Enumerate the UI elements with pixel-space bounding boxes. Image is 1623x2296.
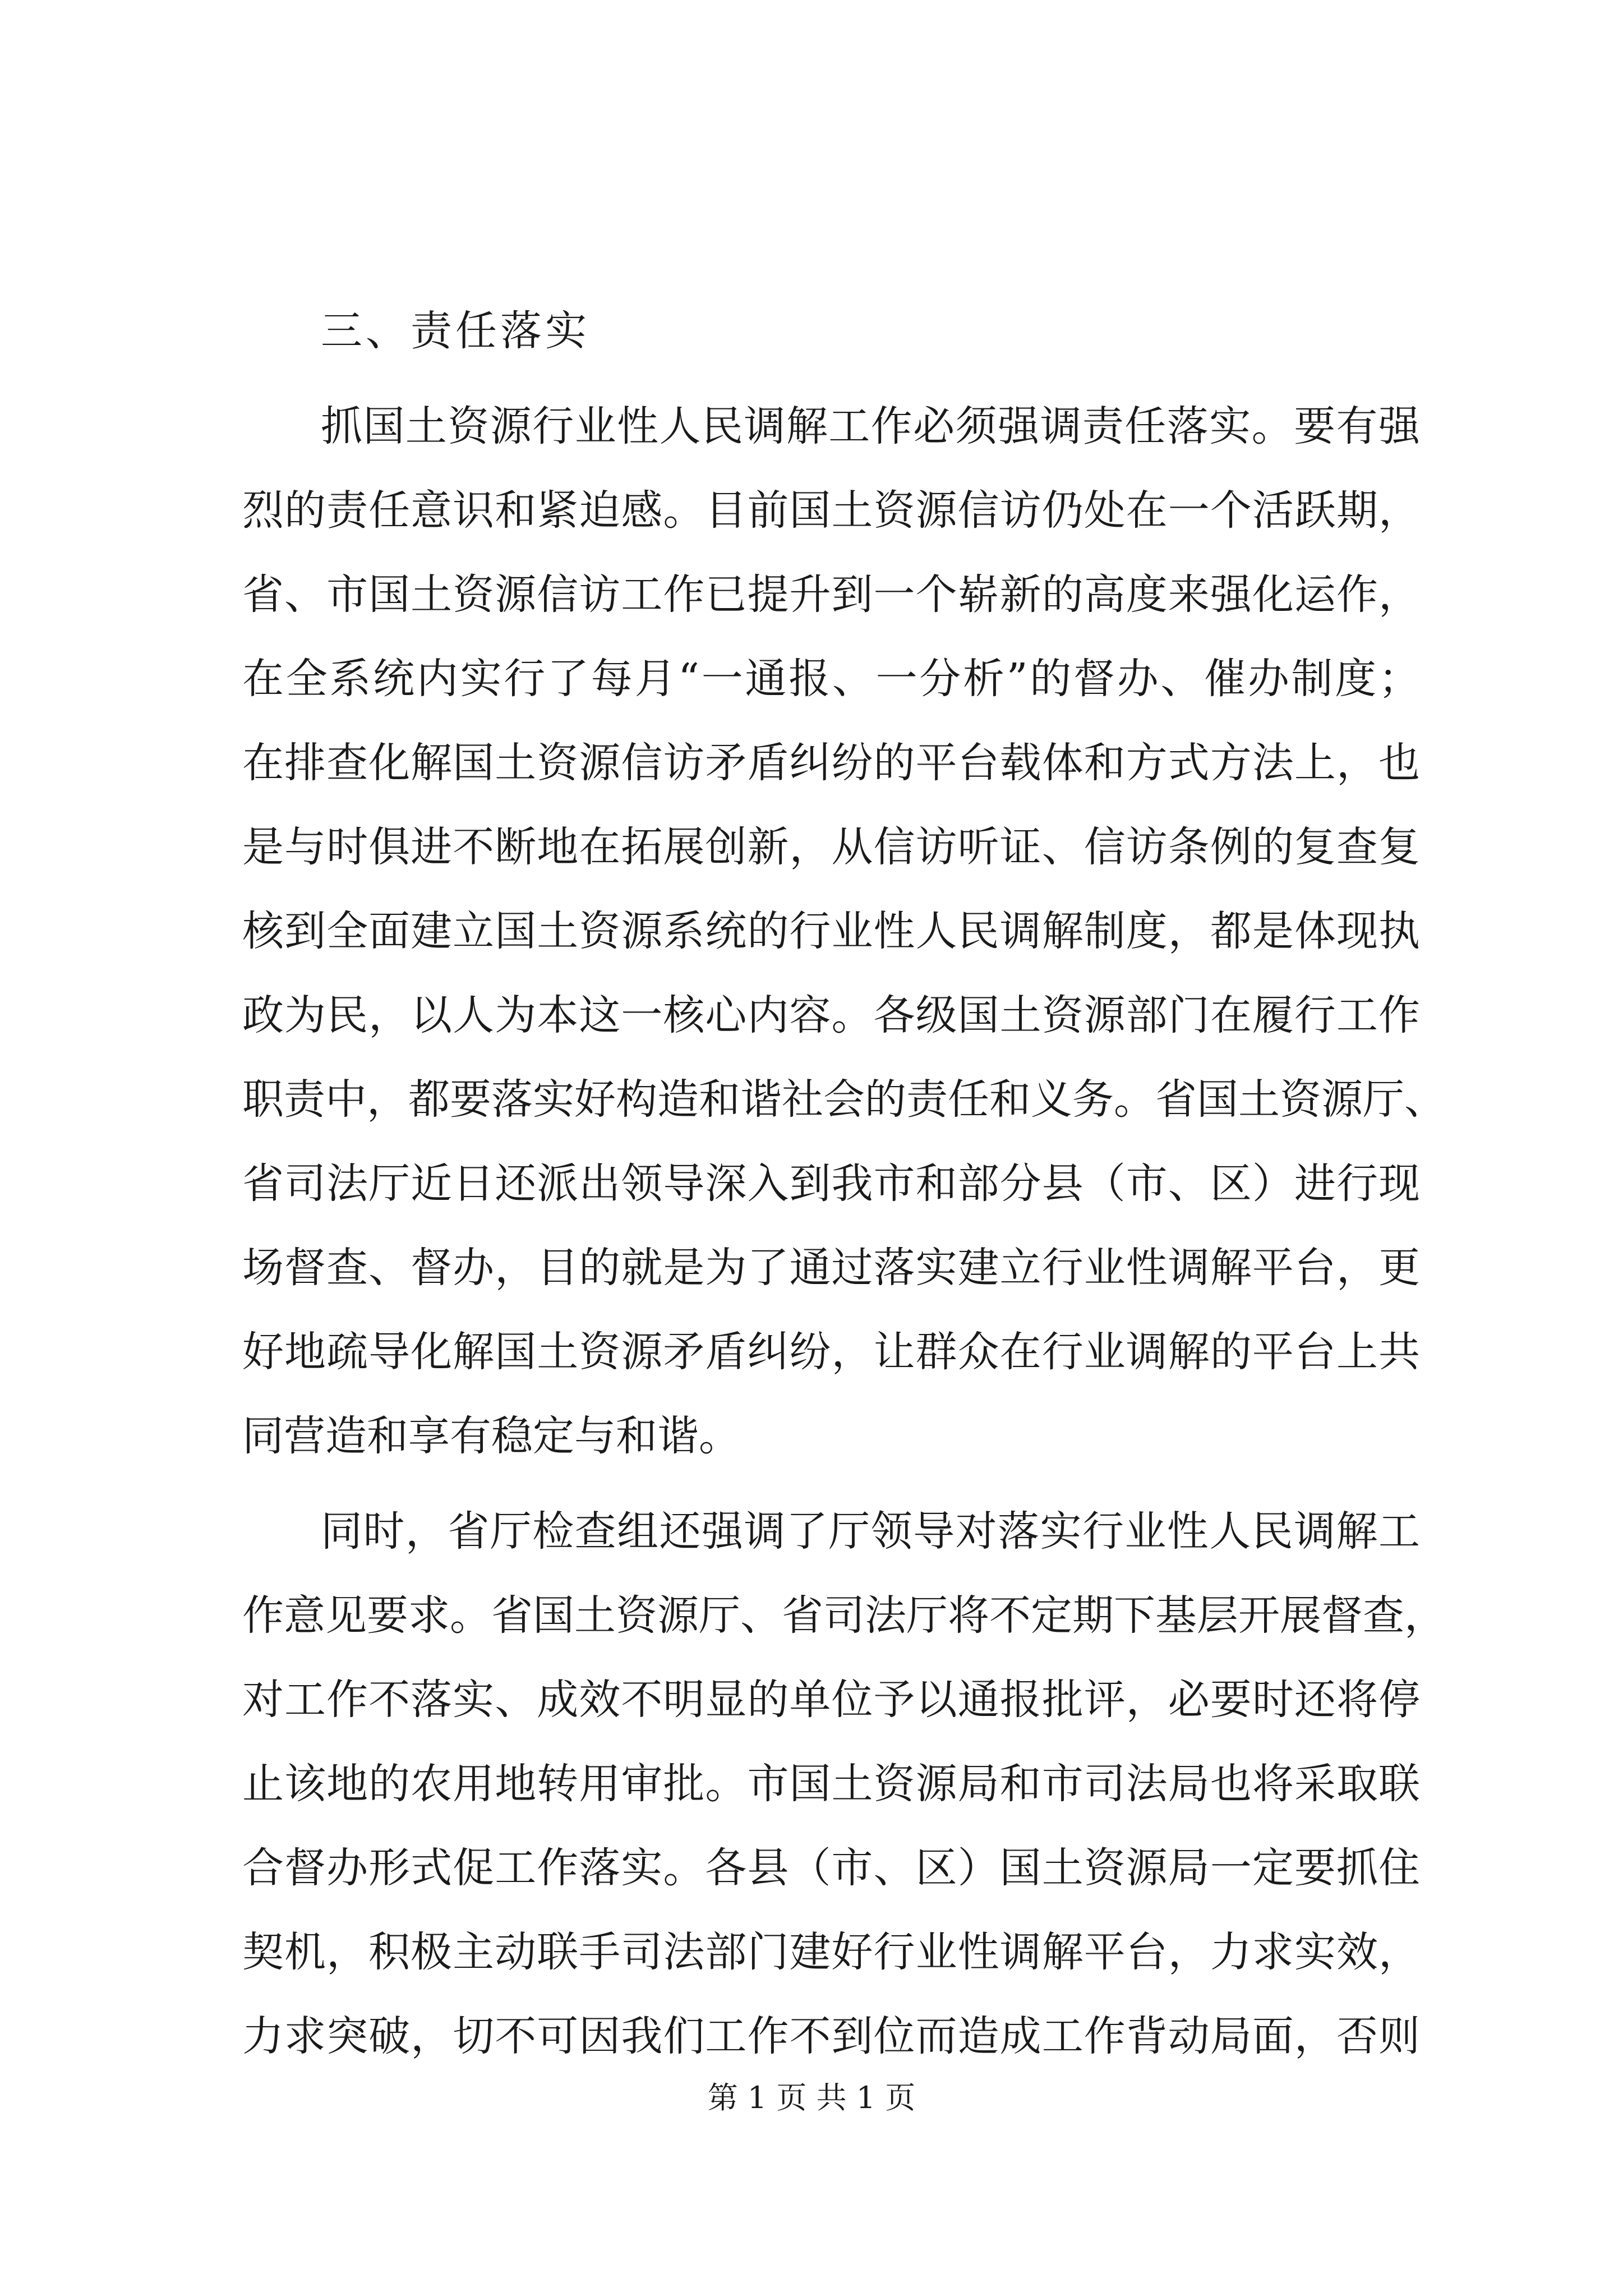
- paragraph-line: 力求突破，切不可因我们工作不到位而造成工作背动局面，否则: [242, 2012, 1420, 2060]
- paragraph-line: 在排查化解国土资源信访矛盾纠纷的平台载体和方式方法上，也: [242, 739, 1420, 787]
- paragraph-line: 场督查、督办，目的就是为了通过落实建立行业性调解平台，更: [242, 1244, 1420, 1292]
- paragraph-line: 政为民，以人为本这一核心内容。各级国土资源部门在履行工作: [242, 991, 1420, 1039]
- paragraph-line: 烈的责任意识和紧迫感。目前国土资源信访仍处在一个活跃期，: [242, 486, 1420, 535]
- paragraph-line: 是与时俱进不断地在拓展创新，从信访听证、信访条例的复查复: [242, 823, 1420, 871]
- paragraph-line: 同时，省厅检查组还强调了厅领导对落实行业性人民调解工: [321, 1507, 1420, 1556]
- paragraph-line: 核到全面建立国土资源系统的行业性人民调解制度，都是体现执: [242, 907, 1420, 955]
- paragraph-line: 省司法厅近日还派出领导深入到我市和部分县（市、区）进行现: [242, 1159, 1420, 1208]
- paragraph-line: 契机，积极主动联手司法部门建好行业性调解平台，力求实效，: [242, 1928, 1420, 1976]
- paragraph-line: 合督办形式促工作落实。各县（市、区）国土资源局一定要抓住: [242, 1844, 1420, 1892]
- paragraph-line: 抓国土资源行业性人民调解工作必须强调责任落实。要有强: [321, 402, 1420, 450]
- paragraph-line: 作意见要求。省国土资源厅、省司法厅将不定期下基层开展督查，: [242, 1591, 1446, 1640]
- paragraph-line: 省、市国土资源信访工作已提升到一个崭新的高度来强化运作，: [242, 570, 1420, 619]
- paragraph-line: 止该地的农用地转用审批。市国土资源局和市司法局也将采取联: [242, 1760, 1420, 1808]
- paragraph-line: 好地疏导化解国土资源矛盾纠纷，让群众在行业调解的平台上共: [242, 1328, 1420, 1376]
- paragraph-line: 在全系统内实行了每月“一通报、一分析”的督办、催办制度；: [242, 655, 1420, 703]
- paragraph-line: 对工作不落实、成效不明显的单位予以通报批评，必要时还将停: [242, 1676, 1420, 1724]
- paragraph-line: 同营造和享有稳定与和谐。: [242, 1412, 740, 1460]
- page-footer: 第 1 页 共 1 页: [707, 2080, 916, 2115]
- paragraph-line: 职责中，都要落实好构造和谐社会的责任和义务。省国土资源厅、: [242, 1075, 1446, 1124]
- section-heading: 三、责任落实: [321, 307, 590, 355]
